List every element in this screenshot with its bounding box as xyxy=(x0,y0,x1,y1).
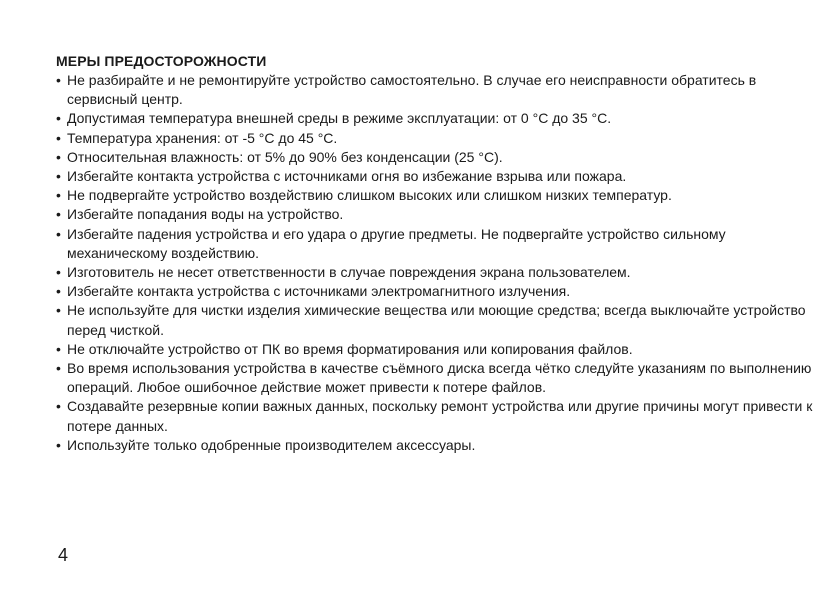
list-item-text: Используйте только одобренные производителем аксессуары. xyxy=(67,436,476,453)
list-item-text: Во время использования устройства в качестве съёмного диска всегда чётко следуйте указаниям по выполнению операций. Любое ошибочное действие может привести к потере файлов. xyxy=(67,360,812,396)
bullet-icon: • xyxy=(56,398,61,415)
list-item-text: Изготовитель не несет ответственности в случае повреждения экрана пользователем. xyxy=(67,264,631,281)
bullet-icon: • xyxy=(56,206,61,223)
list-item xyxy=(56,436,816,455)
list-item-text: Не разбирайте и не ремонтируйте устройство самостоятельно. В случае его неисправности обратитесь в сервисный центр. xyxy=(67,72,757,108)
list-item xyxy=(56,167,816,186)
precautions-list xyxy=(56,71,816,455)
bullet-icon: • xyxy=(56,148,61,165)
list-item xyxy=(56,129,816,148)
list-item-text: Избегайте падения устройства и его удара о другие предметы. Не подвергайте устройство сильному механическому воздействию. xyxy=(67,225,726,261)
list-item-text: Допустимая температура внешней среды в режиме эксплуатации: от 0 °С до 35 °С. xyxy=(67,110,612,127)
bullet-icon: • xyxy=(56,436,61,453)
list-item xyxy=(56,340,816,359)
list-item xyxy=(56,282,816,301)
list-item xyxy=(56,148,816,167)
section-heading: МЕРЫ ПРЕДОСТОРОЖНОСТИ xyxy=(56,53,267,69)
list-item-text: Избегайте контакта устройства с источниками огня во избежание взрыва или пожара. xyxy=(67,168,627,185)
list-item-text: Создавайте резервные копии важных данных, поскольку ремонт устройства или другие причины могут привести к потере данных. xyxy=(67,398,813,434)
list-item-text: Температура хранения: от -5 °С до 45 °С. xyxy=(67,129,338,146)
list-item xyxy=(56,225,816,263)
list-item xyxy=(56,397,816,435)
precautions-section xyxy=(56,52,816,455)
list-item xyxy=(56,186,816,205)
list-item-text: Относительная влажность: от 5% до 90% без конденсации (25 °С). xyxy=(67,148,503,165)
list-item xyxy=(56,263,816,282)
bullet-icon: • xyxy=(56,225,61,242)
bullet-icon: • xyxy=(56,360,61,377)
list-item xyxy=(56,109,816,128)
list-item-text: Избегайте попадания воды на устройство. xyxy=(67,206,344,223)
bullet-icon: • xyxy=(56,72,61,88)
bullet-icon: • xyxy=(56,129,61,146)
list-item xyxy=(56,71,816,109)
bullet-icon: • xyxy=(56,340,61,357)
bullet-icon: • xyxy=(56,110,61,127)
list-item-text: Не используйте для чистки изделия химические вещества или моющие средства; всегда выключайте устройство перед чисткой. xyxy=(67,302,806,338)
list-item-text: Избегайте контакта устройства с источниками электромагнитного излучения. xyxy=(67,283,571,300)
bullet-icon: • xyxy=(56,187,61,204)
bullet-icon: • xyxy=(56,302,61,319)
list-item-text: Не отключайте устройство от ПК во время форматирования или копирования файлов. xyxy=(67,340,633,357)
list-item xyxy=(56,301,816,339)
list-item-text: Не подвергайте устройство воздействию слишком высоких или слишком низких температур. xyxy=(67,187,672,204)
list-item xyxy=(56,205,816,224)
bullet-icon: • xyxy=(56,264,61,281)
bullet-icon: • xyxy=(56,168,61,185)
page-number: 4 xyxy=(58,545,69,565)
bullet-icon: • xyxy=(56,283,61,300)
list-item xyxy=(56,359,816,397)
